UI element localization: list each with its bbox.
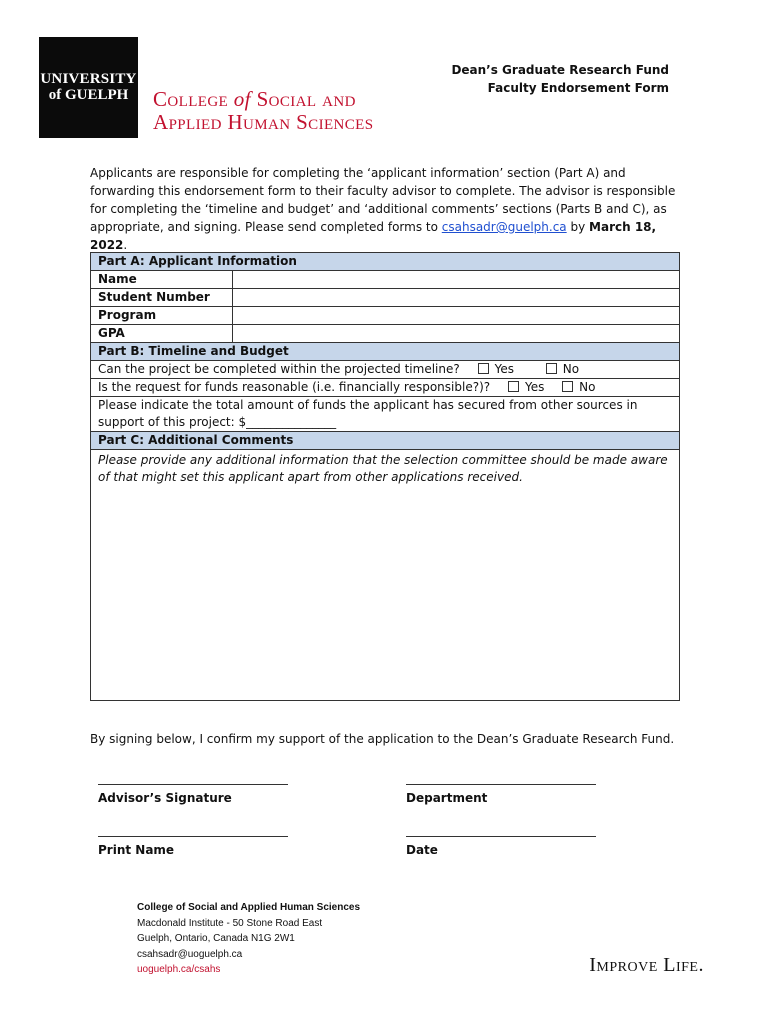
improve-life-tagline: Improve Life. (589, 954, 704, 976)
other-funds-field[interactable]: Please indicate the total amount of funds the applicant has secured from other sources in support of this project: $_______________ (91, 397, 680, 432)
table-row (91, 307, 680, 325)
field-label: Student Number (91, 289, 233, 307)
university-logo (39, 37, 138, 138)
advisor-signature-label: Advisor’s Signature (98, 791, 232, 805)
footer-email[interactable]: csahsadr@uoguelph.ca (137, 948, 243, 960)
field-label: GPA (91, 325, 233, 343)
department-line[interactable] (406, 772, 596, 785)
student-number-input[interactable] (233, 289, 680, 307)
date-label: Date (406, 843, 438, 857)
field-label: Program (91, 307, 233, 325)
print-name-label: Print Name (98, 843, 175, 857)
funds-yes-checkbox[interactable] (508, 381, 519, 392)
gpa-input[interactable] (233, 325, 680, 343)
timeline-no-checkbox[interactable] (546, 363, 557, 374)
date-block[interactable] (406, 824, 596, 857)
footer-address-1: Macdonald Institute - 50 Stone Road East (137, 917, 323, 929)
print-name-block[interactable] (98, 824, 288, 857)
program-input[interactable] (233, 307, 680, 325)
footer-address-2: Guelph, Ontario, Canada N1G 2W1 (137, 933, 295, 944)
instructions-text: Applicants are responsible for completing the ‘applicant information’ section (Part A) and forwarding this endorsement form to their faculty advisor to complete. The advisor is responsible for completing the ‘timeline and budget’ and ‘additional comments’ sections (Parts B and C), as appropriate, and signing. Please send completed forms to (90, 166, 676, 234)
logo-line-1: UNIVERSITY (40, 71, 137, 87)
department-label: Department (406, 791, 488, 805)
no-label: No (562, 362, 580, 376)
college-name-part1: College (153, 87, 234, 111)
yes-label: Yes (494, 362, 514, 376)
advisor-signature-block[interactable] (98, 772, 288, 805)
form-title-line1: Dean’s Graduate Research Fund (451, 63, 669, 77)
college-name-line2: Applied Human Sciences (153, 110, 374, 134)
college-name-of: of (233, 87, 251, 111)
department-block[interactable] (406, 772, 596, 805)
college-name-part2: Social and (250, 87, 356, 111)
table-row (91, 325, 680, 343)
funds-no-checkbox[interactable] (562, 381, 573, 392)
yes-label: Yes (524, 380, 545, 394)
instructions-paragraph (90, 164, 676, 254)
timeline-question: Can the project be completed within the projected timeline? (98, 362, 460, 376)
instructions-by: by (566, 220, 590, 234)
endorsement-form-table (90, 252, 680, 701)
table-row (91, 271, 680, 289)
form-title (451, 61, 669, 97)
footer-website-link[interactable]: uoguelph.ca/csahs (137, 964, 221, 975)
part-b-heading: Part B: Timeline and Budget (91, 343, 680, 361)
confirmation-statement: By signing below, I confirm my support of the application to the Dean’s Graduate Research Fund. (90, 732, 675, 746)
name-input[interactable] (233, 271, 680, 289)
deadline-date: March 18, 2022 (90, 220, 657, 252)
field-label: Name (91, 271, 233, 289)
print-name-line[interactable] (98, 824, 288, 837)
submission-email-link[interactable]: csahsadr@guelph.ca (441, 220, 567, 234)
funds-question: Is the request for funds reasonable (i.e. financially responsible?)? (98, 380, 491, 394)
part-a-heading: Part A: Applicant Information (91, 253, 680, 271)
form-title-line2: Faculty Endorsement Form (487, 81, 669, 95)
advisor-signature-line[interactable] (98, 772, 288, 785)
footer-contact (137, 900, 360, 978)
logo-line-2: of GUELPH (48, 87, 129, 103)
part-c-heading: Part C: Additional Comments (91, 432, 680, 450)
timeline-question-row (91, 361, 680, 379)
timeline-yes-checkbox[interactable] (478, 363, 489, 374)
no-label: No (579, 380, 596, 394)
footer-college-name: College of Social and Applied Human Sciences (137, 902, 361, 913)
table-row (91, 289, 680, 307)
funds-question-row (91, 379, 680, 397)
additional-comments-field[interactable]: Please provide any additional information that the selection committee should be made aware of that might set this applicant apart from other applications received. (91, 450, 680, 701)
instructions-end: . (123, 238, 128, 252)
date-line[interactable] (406, 824, 596, 837)
college-name (153, 88, 374, 134)
